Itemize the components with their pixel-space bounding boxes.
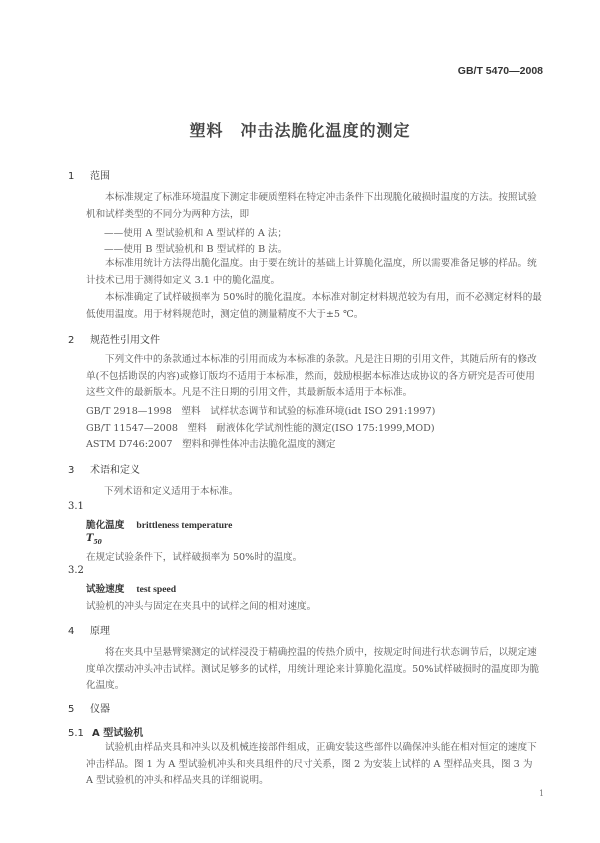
document-title: 塑料 冲击法脆化温度的测定	[189, 121, 411, 140]
term-3-1-symbol: $T_{50}$	[86, 533, 102, 546]
section-2-heading: 2 规范性引用文件	[68, 335, 160, 346]
term-3-2-name: 试验速度 test speed	[86, 584, 177, 595]
term-3-1-number: 3.1	[68, 501, 84, 512]
term-3-2-definition: 试验机的冲头与固定在夹具中的试样之间的相对速度。	[86, 601, 317, 612]
section-3-heading: 3 术语和定义	[68, 465, 140, 476]
reference-item: GB/T 2918—1998 塑料 试样状态调节和试验的标准环境(idt ISO 291:1997)	[86, 406, 436, 417]
section-1-para-1: 本标准规定了标准环境温度下测定非硬质塑料在特定冲击条件下出现脆化破损时温度的方法。按照试验机和试样类型的不同分为两种方法，即	[86, 192, 537, 220]
section-5-1-heading: 5.1 A 型试验机	[68, 728, 144, 739]
term-3-2-number: 3.2	[68, 565, 84, 576]
section-1-item-a: ——使用 A 型试验机和 A 型试样的 A 法；	[104, 228, 287, 239]
standard-number: GB/T 5470—2008	[457, 65, 543, 77]
section-5-heading: 5 仪器	[68, 704, 110, 715]
section-5-1-para-1: 试验机由样品夹具和冲头以及机械连接部件组成，正确安装这些部件以确保冲头能在相对恒定的速度下冲击样品。图 1 为 A 型试验机冲头和夹具组件的尺寸关系，图 2 为安装上试样的 A 型样品夹具，图 3 为 A 型试验机的冲头和样品夹具的详细说明。	[86, 742, 537, 786]
reference-item: ASTM D746:2007 塑料和弹性体冲击法脆化温度的测定	[86, 439, 336, 450]
section-2-para-1: 下列文件中的条款通过本标准的引用而成为本标准的条款。凡是注日期的引用文件，其随后所有的修改单(不包括勘误的内容)或修订版均不适用于本标准，然而，鼓励根据本标准达成协议的各方研究是否可使用这些文件的最新版本。凡是不注日期的引用文件，其最新版本适用于本标准。	[86, 354, 537, 398]
section-1-heading: 1 范围	[68, 171, 110, 182]
section-4-heading: 4 原理	[68, 626, 110, 637]
reference-item: GB/T 11547—2008 塑料 耐液体化学试剂性能的测定(ISO 175:1999,MOD)	[86, 423, 435, 434]
term-3-1-name: 脆化温度 brittleness temperature	[86, 520, 233, 531]
section-1-para-3: 本标准确定了试样破损率为 50%时的脆化温度。本标准对制定材料规范较为有用，而不必测定材料的最低使用温度。用于材料规范时，测定值的测量精度不大于±5 ℃。	[86, 292, 542, 320]
section-3-intro: 下列术语和定义适用于本标准。	[104, 486, 239, 497]
page-number: 1	[539, 789, 545, 798]
section-1-item-b: ——使用 B 型试验机和 B 型试样的 B 法。	[104, 244, 288, 255]
section-4-para-1: 将在夹具中呈悬臂梁测定的试样浸没于精确控温的传热介质中，按规定时间进行状态调节后，以规定速度单次摆动冲头冲击试样。测试足够多的试样，用统计理论来计算脆化温度。50%试样破损时的温度即为脆化温度。	[86, 647, 540, 691]
section-1-para-2: 本标准用统计方法得出脆化温度。由于要在统计的基础上计算脆化温度，所以需要准备足够的样品。统计技术已用于测得如定义 3.1 中的脆化温度。	[86, 258, 537, 286]
term-3-1-definition: 在规定试验条件下，试样破损率为 50%时的温度。	[86, 552, 303, 563]
